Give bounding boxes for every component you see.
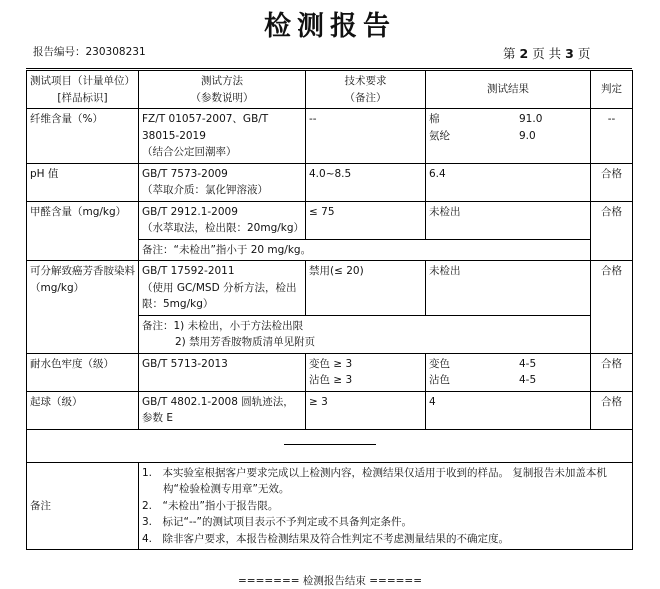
note-item: 2. “未检出”指小于报告限。 (142, 499, 279, 512)
table-row-ph (27, 163, 633, 201)
header-result: 测试结果 (426, 71, 591, 109)
judge-cell: 合格 (591, 163, 633, 201)
table-row-fiber (27, 109, 633, 164)
table-header-row (27, 71, 633, 109)
method-cell: GB/T 5713-2013 (139, 353, 306, 391)
table-row-pilling (27, 391, 633, 429)
requirement-cell: 禁用(≤ 20) (306, 261, 426, 316)
note-item: 4. 除非客户要求，本报告检测结果及符合性判定不考虑测量结果的不确定度。 (142, 532, 510, 545)
report-number: 报告编号：230308231 (33, 46, 146, 58)
header-requirement: 技术要求 （备注） (306, 71, 426, 109)
table-row-amine (27, 261, 633, 316)
item-cell: 纤维含量（%） (27, 109, 139, 164)
requirement-cell: 变色 ≥ 3 沾色 ≥ 3 (306, 353, 426, 391)
remark-cell: 备注：“未检出”指小于 20 mg/kg。 (139, 239, 591, 261)
item-cell: 起球（级） (27, 391, 139, 429)
requirement-cell: 4.0~8.5 (306, 163, 426, 201)
method-cell: GB/T 17592-2011 （使用 GC/MSD 分析方法，检出限：5mg/kg） (139, 261, 306, 316)
result-cell: 棉 91.0 氨纶 9.0 (426, 109, 591, 164)
requirement-cell: ≥ 3 (306, 391, 426, 429)
judge-cell: 合格 (591, 353, 633, 391)
report-title: 检测报告 (264, 11, 396, 42)
test-results-table (26, 70, 633, 550)
judge-cell: 合格 (591, 391, 633, 429)
header-rule (26, 68, 632, 69)
table-row-water (27, 353, 633, 391)
judge-cell: 合格 (591, 201, 633, 261)
result-cell: 变色 4-5 沾色 4-5 (426, 353, 591, 391)
page-info: 第 2 页 共 3 页 (503, 46, 591, 61)
item-cell: 耐水色牢度（级） (27, 353, 139, 391)
method-cell: FZ/T 01057-2007、GB/T 38015-2019 （结合公定回潮率） (139, 109, 306, 164)
method-cell: GB/T 2912.1-2009 （水萃取法，检出限：20mg/kg） (139, 201, 306, 239)
table-row-notes (27, 462, 633, 550)
requirement-cell: -- (306, 109, 426, 164)
requirement-cell: ≤ 75 (306, 201, 426, 239)
item-cell: 甲醛含量（mg/kg） (27, 201, 139, 261)
notes-list (139, 462, 633, 550)
method-cell: GB/T 4802.1-2008 圆轨迹法，参数 E (139, 391, 306, 429)
note-item: 3. 标记“--”的测试项目表示不予判定或不具备判定条件。 (142, 516, 412, 528)
separator-cell (27, 429, 633, 462)
result-cell: 6.4 (426, 163, 591, 201)
remark-cell: 备注：1) 未检出，小于方法检出限 2) 禁用芳香胺物质清单见附页 (139, 315, 591, 353)
result-cell: 未检出 (426, 261, 591, 316)
table-row-separator (27, 429, 633, 462)
item-cell: pH 值 (27, 163, 139, 201)
header-method: 测试方法 （参数说明） (139, 71, 306, 109)
header-judge: 判定 (591, 71, 633, 109)
judge-cell: 合格 (591, 261, 633, 354)
header-item: 测试项目（计量单位） [样品标识] (27, 71, 139, 109)
content-end-rule (284, 444, 376, 445)
judge-cell: -- (591, 109, 633, 164)
method-cell: GB/T 7573-2009 （萃取介质：氯化钾溶液） (139, 163, 306, 201)
report-end-marker: ======= 检测报告结束 ====== (237, 575, 423, 587)
table-row-formaldehyde (27, 201, 633, 239)
item-cell: 可分解致癌芳香胺染料（mg/kg） (27, 261, 139, 354)
note-item: 1. 本实验室根据客户要求完成以上检测内容，检测结果仅适用于收到的样品。 复制报告未加盖本机构“检验检测专用章”无效。 (142, 466, 607, 495)
result-cell: 4 (426, 391, 591, 429)
notes-label: 备注 (27, 462, 139, 550)
result-cell: 未检出 (426, 201, 591, 239)
